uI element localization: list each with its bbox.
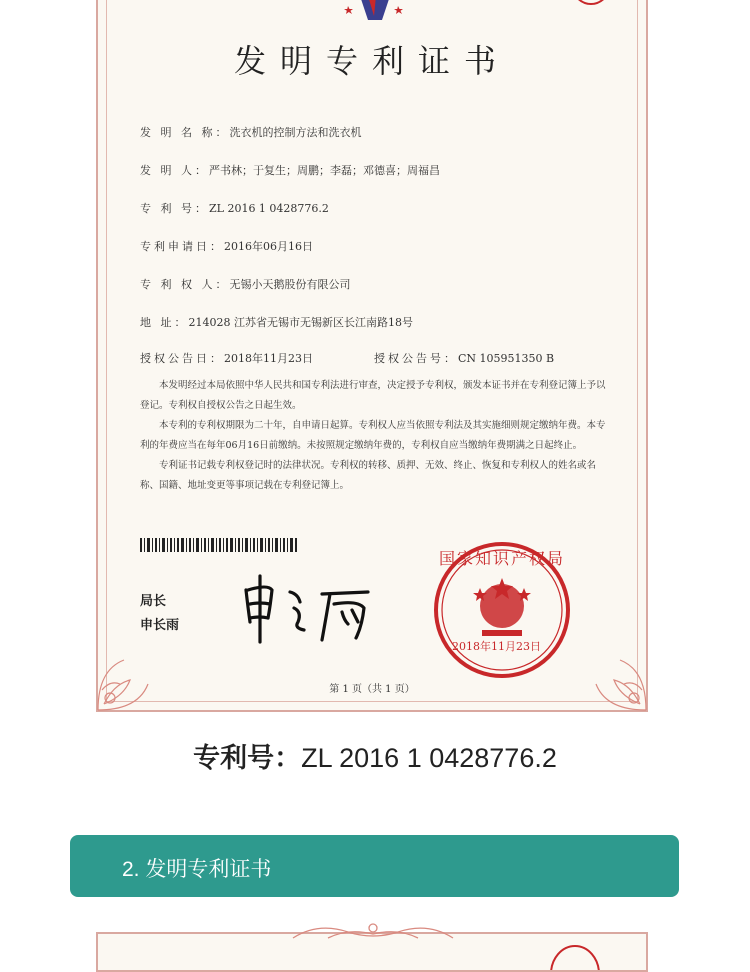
field-grant-number: 授权公告号：CN 105951350 B	[374, 352, 555, 365]
corner-ornament-icon	[94, 650, 158, 714]
caption-prefix: 专利号：	[193, 743, 302, 773]
director-title: 局长	[140, 594, 167, 609]
body-paragraph: 本专利的专利权期限为二十年，自申请日起算。专利权人应当依照专利法及其实施细则规定缴纳年费。本专利的年费应当在每年06月16日前缴纳。未按照规定缴纳年费的，专利权自应当缴纳年费期满之日起终止。	[140, 420, 606, 451]
field-patent-number: 专 利 号：ZL 2016 1 0428776.2	[140, 202, 329, 215]
top-ornament-icon	[288, 920, 458, 942]
field-inventors: 发 明 人：严书林；于复生；周鹏；李磊；邓德喜；周福昌	[140, 164, 440, 177]
certificate-title: 发明专利证书	[233, 42, 510, 80]
caption-number: ZL 2016 1 0428776.2	[301, 743, 557, 773]
field-invention-name: 发 明 名 称：洗衣机的控制方法和洗衣机	[140, 126, 362, 139]
page-number: 第 1 页（共 1 页）	[329, 684, 415, 695]
section-header-bar	[70, 835, 679, 897]
corner-ornament-icon	[586, 650, 650, 714]
patent-number-caption	[0, 736, 750, 775]
section-title: 2. 发明专利证书	[122, 858, 272, 881]
field-application-date: 专利申请日：2016年06月16日	[140, 240, 313, 253]
official-seal-icon	[432, 540, 572, 680]
top-seal-fragment-icon	[568, 0, 614, 6]
seal-fragment-icon	[550, 940, 600, 970]
signature-image	[238, 568, 388, 648]
seal-text: 国家知识产权局	[438, 549, 566, 568]
certificate-body-text	[140, 376, 610, 496]
patent-certificate	[96, 0, 648, 712]
director-name: 申长雨	[140, 618, 180, 633]
body-paragraph: 本发明经过本局依照中华人民共和国专利法进行审查，决定授予专利权，颁发本证书并在专利登记簿上予以登记。专利权自授权公告之日起生效。	[140, 380, 606, 411]
seal-date: 2018年11月23日	[452, 640, 541, 653]
body-paragraph: 专利证书记载专利权登记时的法律状况。专利权的转移、质押、无效、终止、恢复和专利权人的姓名或名称、国籍、地址变更等事项记载在专利登记簿上。	[140, 460, 597, 491]
field-address: 地 址：214028 江苏省无锡市无锡新区长江南路18号	[140, 316, 413, 329]
field-patentee: 专 利 权 人：无锡小天鹅股份有限公司	[140, 278, 351, 291]
barcode-icon	[140, 538, 300, 552]
top-emblem-icon	[320, 0, 430, 22]
field-grant-date: 授权公告日：2018年11月23日	[140, 352, 313, 365]
patent-certificate-preview	[96, 932, 648, 972]
